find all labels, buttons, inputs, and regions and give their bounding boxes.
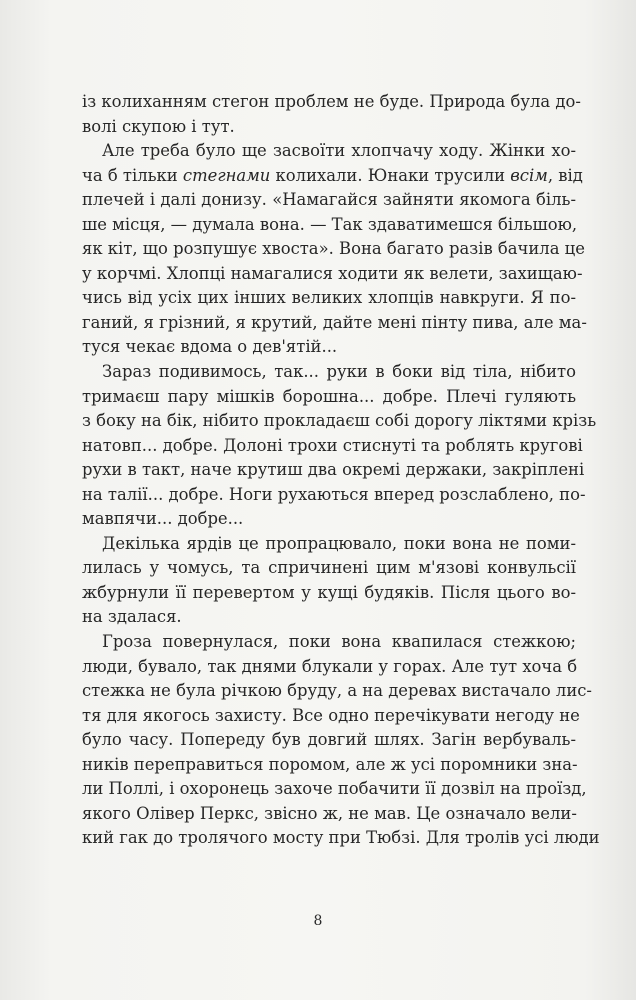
text-line: на здалася.: [82, 607, 182, 627]
body-text: [82, 90, 600, 851]
text-line: плечей і далі донизу. «Намагайся зайняти якомога біль-: [82, 190, 576, 210]
paragraph: [82, 360, 597, 532]
text-line: тримаєш пару мішків борошна... добре. Плечі гуляють: [82, 386, 576, 406]
text-line: туся чекає вдома о дев'ятій...: [82, 337, 338, 357]
paragraph: [82, 90, 581, 139]
paragraph: [82, 532, 576, 630]
text-line: волі скупою і тут.: [82, 116, 235, 136]
text-line: було часу. Попереду був довгий шлях. Загін вербуваль-: [82, 730, 576, 750]
text-line: у корчмі. Хлопці намагалися ходити як велети, захищаю-: [82, 263, 583, 283]
paragraph: [82, 630, 600, 851]
text-line: ше місця, — думала вона. — Так здаватимешся більшою,: [82, 214, 578, 234]
text-line: ча б тільки стегнами колихали. Юнаки трусили всім, від: [82, 165, 583, 185]
text-line: кий гак до тролячого мосту при Тюбзі. Для тролів усі люди: [82, 828, 600, 848]
page-number: 8: [313, 913, 323, 929]
text-line: як кіт, що розпушує хвоста». Вона багато разів бачила це: [82, 239, 585, 259]
text-line: жбурнули її перевертом у кущі будяків. Після цього во-: [82, 582, 576, 602]
text-line: лилась у чомусь, та спричинені цим м'язові конвульсії: [82, 558, 576, 578]
text-line: стежка не була річкою бруду, а на деревах вистачало лис-: [82, 681, 592, 701]
text-line: натовп... добре. Долоні трохи стиснуті та роблять кругові: [82, 435, 583, 455]
paragraph: [82, 139, 587, 360]
text-line: тя для якогось захисту. Все одно перечікувати негоду не: [82, 705, 580, 725]
text-line: люди, бувало, так днями блукали у горах. Але тут хоча б: [82, 656, 578, 676]
text-line: ганий, я грізний, я крутий, дайте мені пінту пива, але ма-: [82, 312, 587, 332]
text-line: ли Поллі, і охоронець захоче побачити її дозвіл на проїзд,: [82, 779, 587, 799]
text-line: із колиханням стегон проблем не буде. Природа була до-: [82, 92, 581, 111]
text-line: Зараз подивимось, так... руки в боки від тіла, нібито: [102, 362, 576, 382]
text-line: якого Олівер Перкс, звісно ж, не мав. Це означало вели-: [82, 803, 577, 823]
text-line: на талії... добре. Ноги рухаються вперед розслаблено, по-: [82, 484, 586, 504]
text-line: Декілька ярдів це пропрацювало, поки вона не поми-: [102, 533, 576, 553]
text-line: Але треба було ще засвоїти хлопчачу ходу. Жінки хо-: [102, 141, 576, 161]
text-line: з боку на бік, нібито прокладаєш собі дорогу ліктями крізь: [82, 411, 597, 431]
text-line: чись від усіх цих інших великих хлопців навкруги. Я по-: [82, 288, 576, 308]
text-line: мавпячи... добре...: [82, 509, 244, 529]
text-line: рухи в такт, наче крутиш два окремі держаки, закріплені: [82, 460, 585, 480]
text-line: ників переправиться поромом, але ж усі поромники зна-: [82, 754, 578, 774]
text-line: Гроза повернулася, поки вона квапилася стежкою;: [102, 632, 576, 652]
